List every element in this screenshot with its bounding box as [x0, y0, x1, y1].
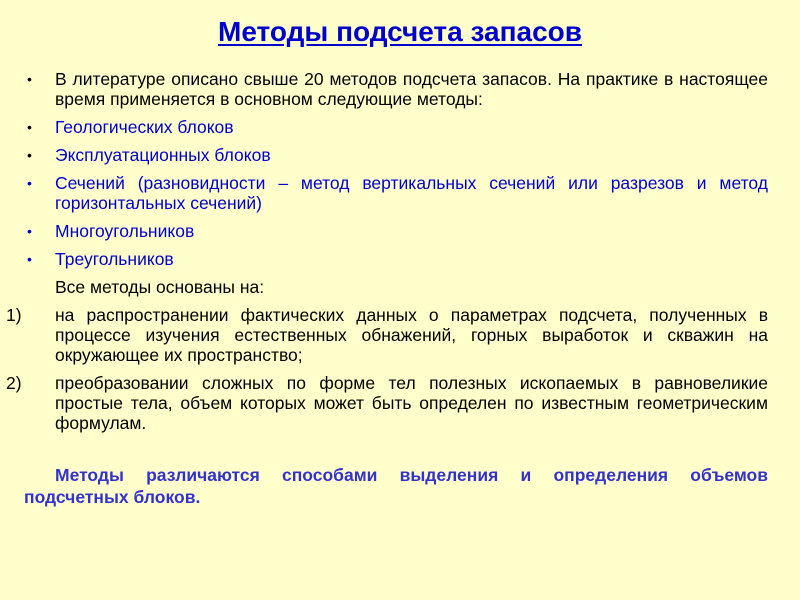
numbered-marker: 1) [6, 305, 22, 325]
numbered-text: на распространении фактических данных о параметрах подсчета, полученных в процессе изучения естественных обнажений, горных выработок и скважин на окружающее их пространство; [55, 305, 768, 365]
bullet-text: Треугольников [55, 249, 174, 269]
page-title: Методы подсчета запасов [218, 16, 582, 47]
slide-body [6, 69, 768, 508]
bullet-text: Многоугольников [55, 221, 195, 241]
bullet-text: В литературе описано свыше 20 методов подсчета запасов. На практике в настоящее время применяется в основном следующие методы: [55, 69, 768, 109]
bullet-item [24, 249, 768, 269]
bullet-item [24, 173, 768, 213]
numbered-item [6, 305, 768, 365]
bullet-marker: • [27, 251, 32, 267]
bullet-marker: • [27, 175, 32, 191]
bullet-text: Сечений (разновидности – метод вертикальных сечений или разрезов и метод горизонтальных сечений) [55, 173, 768, 213]
bullet-text: Геологических блоков [55, 117, 234, 137]
bullet-marker: • [27, 71, 32, 87]
bullet-text: Эксплуатационных блоков [55, 145, 271, 165]
bullet-marker: • [27, 223, 32, 239]
bullet-item [24, 221, 768, 241]
numbered-text: преобразовании сложных по форме тел полезных ископаемых в равновеликие простые тела, объем которых может быть определен по известным геометрическим формулам. [55, 373, 768, 433]
bullet-marker: • [27, 119, 32, 135]
bullet-item [24, 69, 768, 109]
bullet-item [24, 145, 768, 165]
bullet-marker: • [27, 147, 32, 163]
bullet-item [24, 117, 768, 137]
conclusion-text: Методы различаются способами выделения и определения объемов подсчетных блоков. [24, 465, 768, 507]
intro-text: Все методы основаны на: [55, 277, 265, 297]
numbered-item [6, 373, 768, 433]
numbered-marker: 2) [6, 373, 22, 393]
